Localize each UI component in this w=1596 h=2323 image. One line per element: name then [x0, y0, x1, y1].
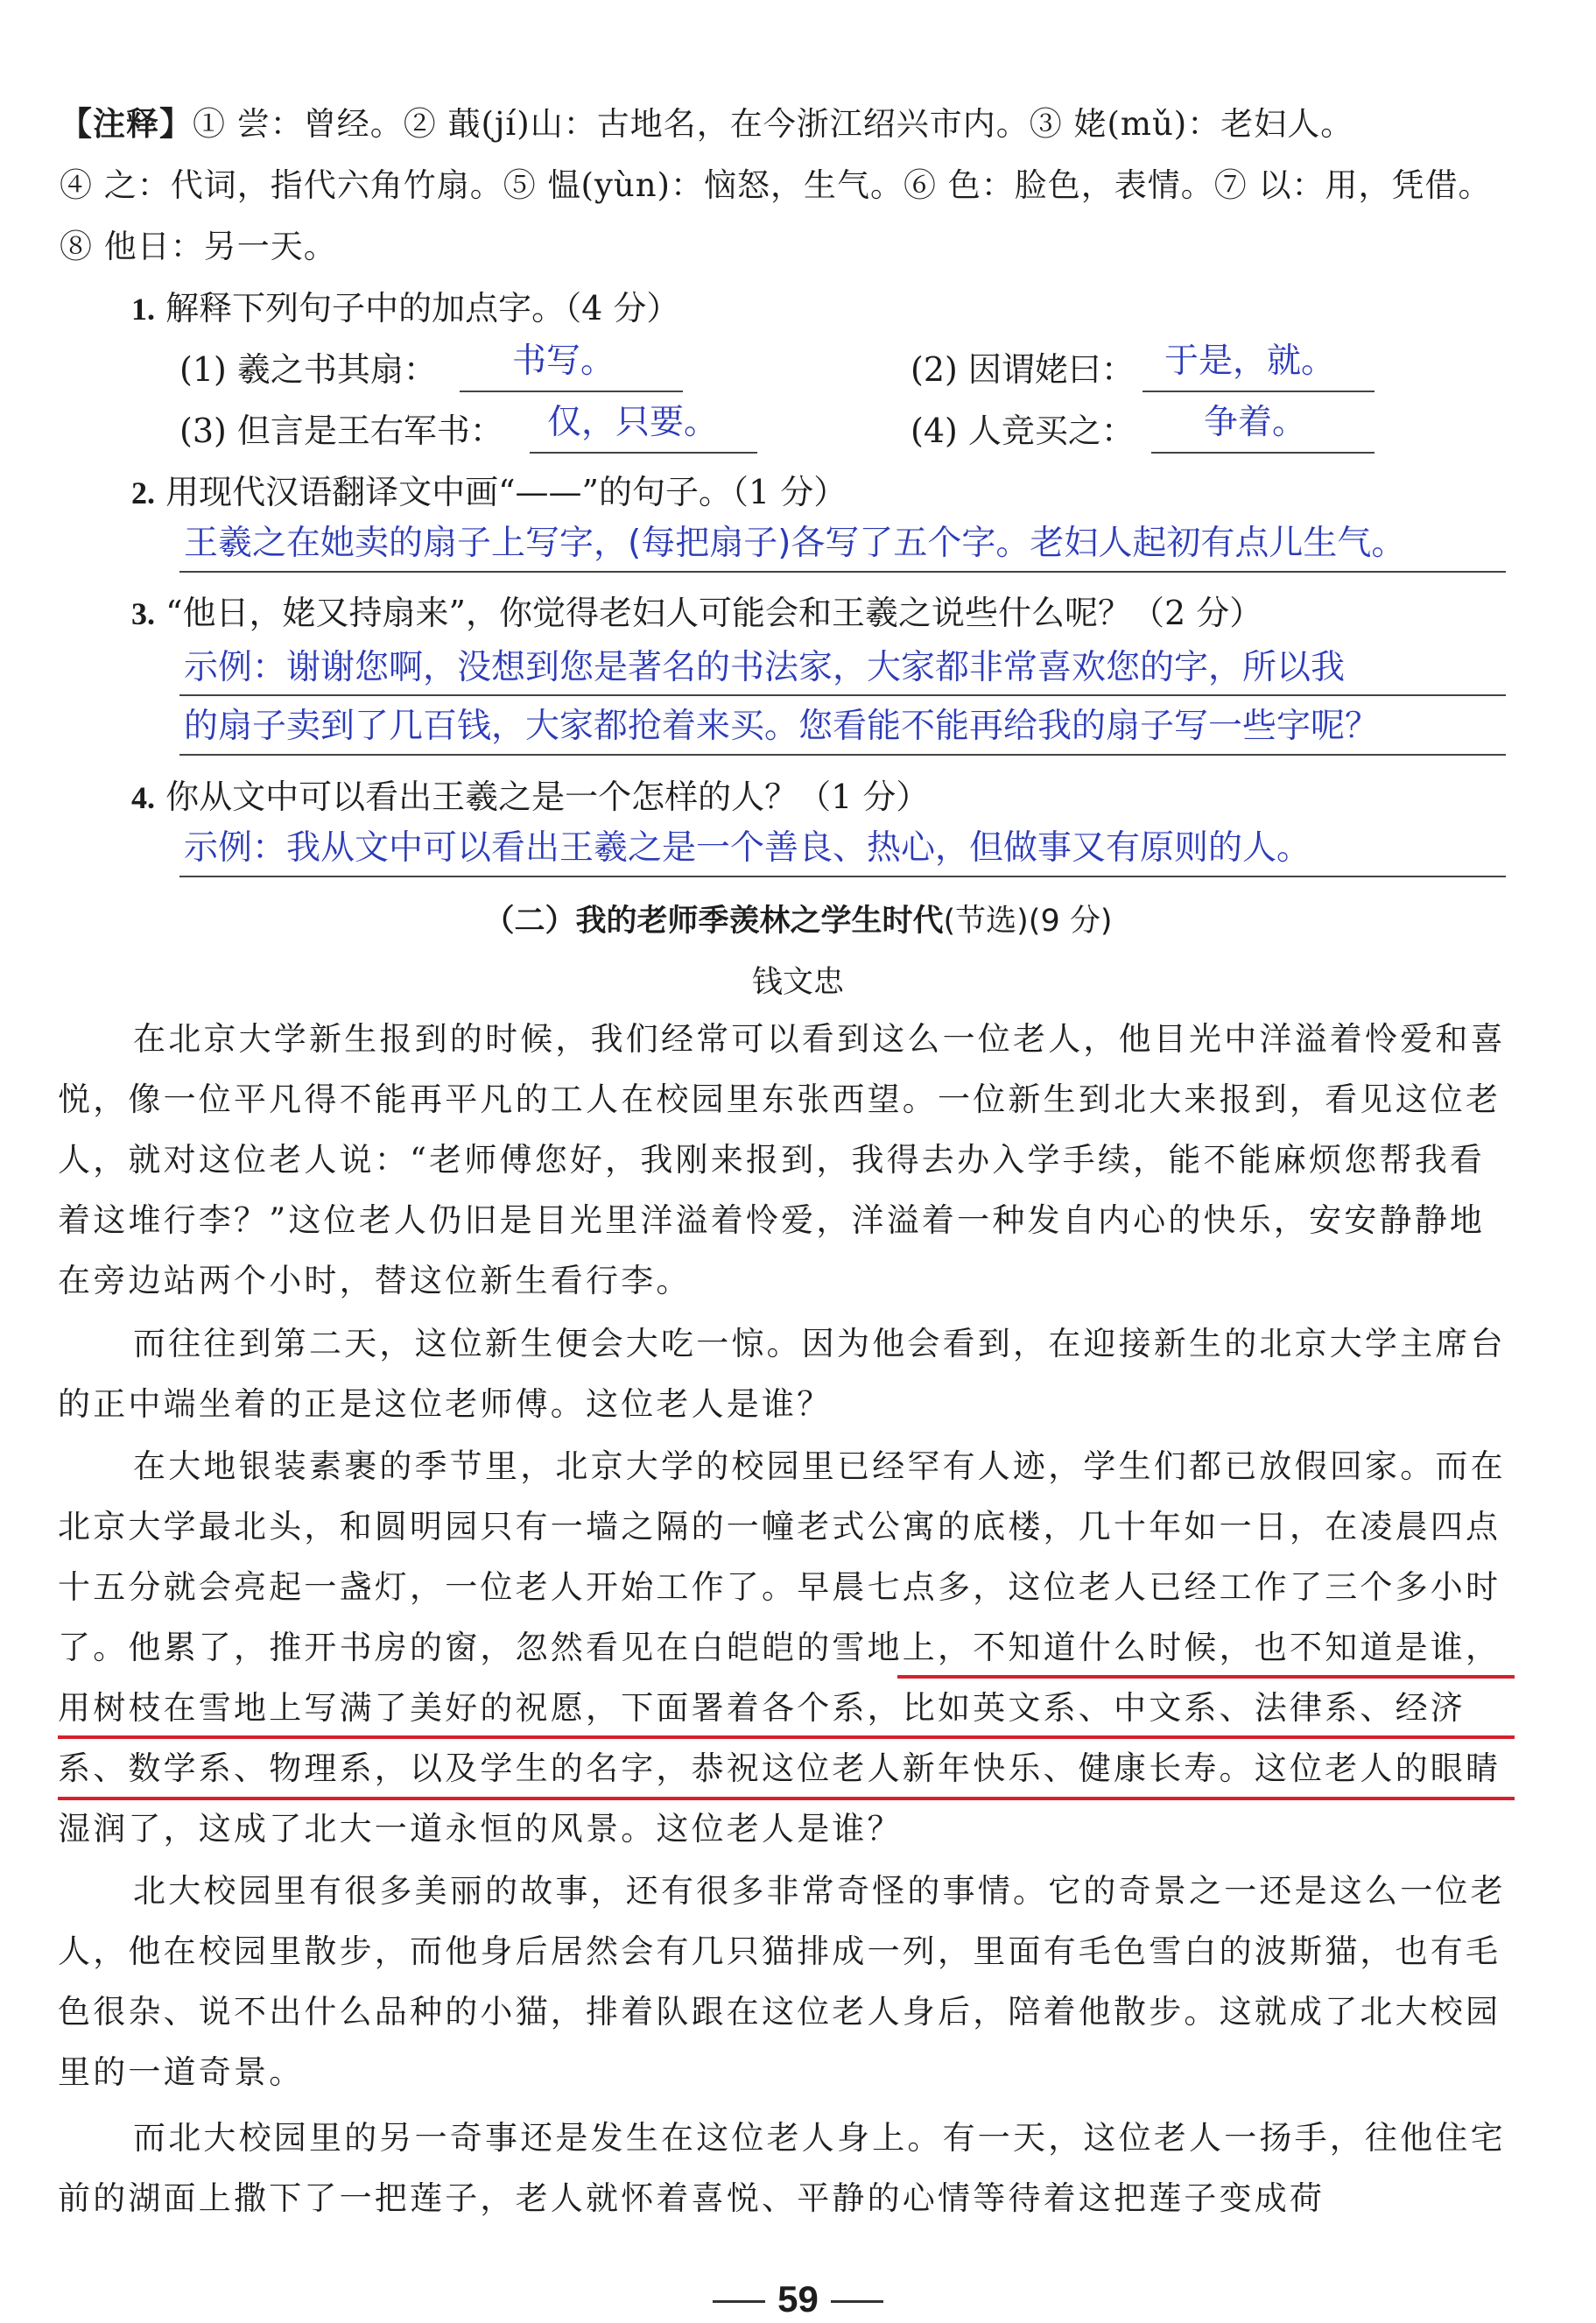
question-4: [131, 776, 929, 819]
section-title: [0, 897, 1596, 940]
question-4-text: 你从文中可以看出王羲之是一个怎样的人？（1 分）: [165, 778, 930, 816]
note-line-2: ④ 之：代词，指代六角竹扇。⑤ 愠(yùn)：恼怒，生气。⑥ 色：脸色，表情。⑦ 以：用，凭借。: [60, 166, 1492, 204]
q1-item-3-blank: [530, 452, 757, 454]
q4-answer-rule: [179, 876, 1506, 877]
question-1-text: 解释下列句子中的加点字。（4 分）: [165, 289, 680, 327]
underline-mark-2: [58, 1735, 1515, 1739]
paragraph-1: 在北京大学新生报到的时候，我们经常可以看到这么一位老人，他目光中洋溢着怜爱和喜悦，像一位平凡得不能再平凡的工人在校园里东张西望。一位新生到北大来报到，看见这位老人，就对这位老人说：“老师傅您好，我刚来报到，我得去办入学手续，能不能麻烦您帮我看着这堆行李？”这位老人仍旧是目光里洋溢着怜爱，洋溢着一种发自内心的快乐，安安静静地在旁边站两个小时，替这位新生看行李。: [58, 1020, 1506, 1299]
underline-mark-3: [58, 1797, 1515, 1800]
q3-answer-rule-2: [179, 754, 1506, 756]
paragraph-4: 北大校园里有很多美丽的故事，还有很多非常奇怪的事情。它的奇景之一还是这么一位老人，他在校园里散步，而他身后居然会有几只猫排成一列，里面有毛色雪白的波斯猫，也有毛色很杂、说不出什么品种的小猫，排着队跟在这位老人身后，陪着他散步。这就成了北大校园里的一道奇景。: [58, 1872, 1506, 2091]
q1-item-2-answer: 于是，就。: [1164, 341, 1336, 381]
q1-item-4-answer: 争着。: [1204, 403, 1307, 442]
question-1-number: 1.: [131, 292, 155, 327]
question-3-text: “他日，姥又持扇来”，你觉得老妇人可能会和王羲之说些什么呢？（2 分）: [165, 594, 1263, 632]
notes-label: 【注释】: [60, 105, 193, 143]
author: 钱文忠: [751, 965, 844, 1000]
q1-item-3-answer: 仅，只要。: [547, 403, 719, 442]
q3-answer-rule-1: [179, 694, 1506, 696]
q1-item-3-prompt: (3) 但言是王右军书：: [179, 412, 503, 450]
q2-answer-rule: [179, 571, 1506, 573]
question-1: [131, 287, 679, 330]
q1-item-2-blank: [1143, 391, 1375, 392]
question-2-number: 2.: [131, 475, 155, 510]
paragraph-5: 而北大校园里的另一奇事还是发生在这位老人身上。有一天，这位老人一扬手，往他住宅前的湖面上撒下了一把莲子，老人就怀着喜悦、平静的心情等待着这把莲子变成荷: [58, 2119, 1506, 2217]
q3-answer-line-1: 示例：谢谢您啊，没想到您是著名的书法家，大家都非常喜欢您的字，所以我: [184, 648, 1346, 687]
paragraph-3: 在大地银装素裹的季节里，北京大学的校园里已经罕有人迹，学生们都已放假回家。而在北京大学最北头，和圆明园只有一墙之隔的一幢老式公寓的底楼，几十年如一日，在凌晨四点十五分就会亮起一盏灯，一位老人开始工作了。早晨七点多，这位老人已经工作了三个多小时了。他累了，推开书房的窗，忽然看见在白皑皑的雪地上，不知道什么时候，也不知道是谁，用树枝在雪地上写满了美好的祝愿，下面署着各个系，比如英文系、中文系、法律系、经济系、数学系、物理系，以及学生的名字，恭祝这位老人新年快乐、健康长寿。这位老人的眼睛湿润了，这成了北大一道永恒的风景。这位老人是谁？: [58, 1447, 1506, 1848]
page-dash-right: [831, 2300, 883, 2303]
question-3-number: 3.: [131, 596, 155, 631]
q1-item-4-prompt: (4) 人竞买之：: [910, 412, 1135, 450]
q2-answer: 王羲之在她卖的扇子上写字，(每把扇子)各写了五个字。老妇人起初有点儿生气。: [184, 524, 1406, 563]
q1-item-2-prompt: (2) 因谓姥曰：: [910, 350, 1135, 389]
page-number-text: 59: [777, 2278, 819, 2319]
q1-item-4-blank: [1151, 452, 1375, 454]
question-2-text: 用现代汉语翻译文中画“——”的句子。（1 分）: [165, 473, 847, 511]
note-text-1: ① 尝：曾经。② 蕺(jí)山：古地名，在今浙江绍兴市内。③ 姥(mǔ)：老妇人。: [193, 105, 1354, 143]
note-line-1: [60, 103, 1539, 145]
page-dash-left: [713, 2300, 765, 2303]
note-line-3: ⑧ 他日：另一天。: [60, 228, 337, 265]
question-4-number: 4.: [131, 780, 155, 815]
q1-item-1-prompt: (1) 羲之书其扇：: [179, 350, 437, 389]
section-title-main: （二）我的老师季羡林之学生时代: [483, 904, 944, 939]
q1-item-1-blank: [460, 391, 683, 392]
section-title-note: (节选)(9 分): [943, 904, 1113, 939]
paragraph-2: 而往往到第二天，这位新生便会大吃一惊。因为他会看到，在迎接新生的北京大学主席台的正中端坐着的正是这位老师傅。这位老人是谁？: [58, 1325, 1506, 1423]
page-number: [0, 2278, 1596, 2320]
underline-mark-1: [897, 1675, 1515, 1679]
question-3: [131, 592, 1262, 635]
q4-answer: 示例：我从文中可以看出王羲之是一个善良、热心，但做事又有原则的人。: [184, 828, 1311, 868]
q1-item-1-answer: 书写。: [512, 341, 615, 381]
q3-answer-line-2: 的扇子卖到了几百钱，大家都抢着来买。您看能不能再给我的扇子写一些字呢？: [184, 707, 1380, 746]
question-2: [131, 471, 847, 514]
